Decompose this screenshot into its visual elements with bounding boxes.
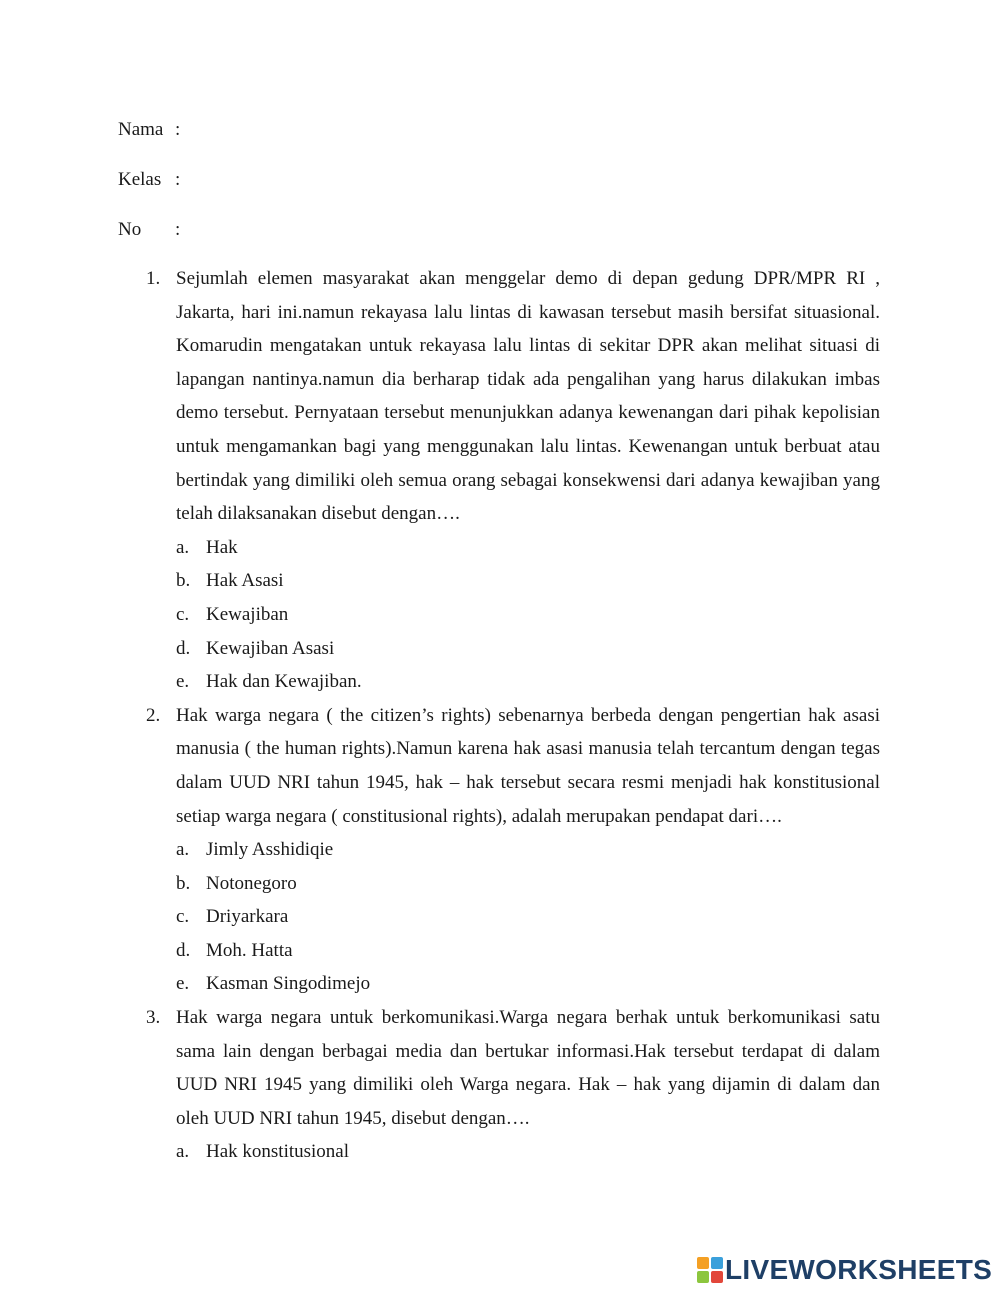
option-letter: a. (176, 839, 190, 861)
class-colon: : (175, 169, 181, 190)
option-letter: d. (176, 637, 191, 659)
logo-text: LIVEWORKSHEETS (725, 1254, 993, 1285)
option-letter: e. (176, 973, 190, 995)
option-text: Kewajiban Asasi (206, 637, 335, 659)
number-field (118, 218, 180, 242)
answer-options (176, 531, 880, 699)
number-label: No (118, 219, 142, 240)
question-list (0, 262, 1000, 1169)
answer-option[interactable] (176, 900, 880, 934)
class-label: Kelas (118, 169, 162, 190)
option-letter: d. (176, 939, 191, 961)
answer-option[interactable] (176, 632, 880, 666)
answer-option[interactable] (176, 531, 880, 565)
class-field (118, 168, 180, 192)
question-number: 3. (146, 1007, 161, 1029)
option-letter: b. (176, 872, 191, 894)
name-label: Nama (118, 119, 164, 140)
option-letter: c. (176, 906, 190, 928)
option-letter: a. (176, 1141, 190, 1163)
answer-option[interactable] (176, 867, 880, 901)
question-text: Sejumlah elemen masyarakat akan menggelar demo di depan gedung DPR/MPR RI , Jakarta, hari ini.namun rekayasa lalu lintas di kawasan tersebut masih bersifat situasional. Komarudin mengatakan untuk rekayasa lalu lintas di sekitar DPR akan melihat situasi di lapangan nantinya.namun dia berharap tidak ada pengalihan yang harus dilakukan imbas demo tersebut. Pernyataan tersebut menunjukkan adanya kewenangan dari pihak kepolisian untuk mengamankan bagi yang menggunakan lalu lintas. Kewenangan untuk berbuat atau bertindak yang dimiliki oleh semua orang sebagai konsekwensi dari adanya kewajiban yang telah dilaksanakan disebut dengan…. (176, 268, 880, 525)
answer-option[interactable] (176, 833, 880, 867)
question-number: 1. (146, 268, 161, 289)
option-letter: a. (176, 536, 190, 558)
question-1 (146, 262, 880, 699)
answer-option[interactable] (176, 665, 880, 699)
option-text: Hak konstitusional (206, 1141, 350, 1163)
liveworksheets-logo (697, 1254, 992, 1286)
option-text: Driyarkara (206, 906, 289, 928)
option-text: Jimly Asshidiqie (206, 839, 334, 861)
name-colon: : (175, 119, 181, 140)
answer-option[interactable] (176, 967, 880, 1001)
question-text: Hak warga negara untuk berkomunikasi.Warga negara berhak untuk berkomunikasi satu sama lain dengan berbagai media dan bertukar informasi.Hak tersebut terdapat di dalam UUD NRI 1945 yang dimiliki oleh Warga negara. Hak – hak yang dijamin di dalam dan oleh UUD NRI tahun 1945, disebut dengan…. (176, 1007, 880, 1129)
option-text: Moh. Hatta (206, 939, 293, 961)
answer-options (176, 1135, 880, 1169)
option-text: Kasman Singodimejo (206, 973, 371, 995)
answer-option[interactable] (176, 598, 880, 632)
option-letter: e. (176, 671, 190, 693)
question-number: 2. (146, 704, 161, 726)
option-text: Notonegoro (206, 872, 297, 894)
option-letter: b. (176, 570, 191, 592)
answer-option[interactable] (176, 934, 880, 968)
option-text: Hak (206, 536, 238, 558)
question-3 (146, 1001, 880, 1169)
question-text: Hak warga negara ( the citizen’s rights) sebenarnya berbeda dengan pengertian hak asasi manusia ( the human rights).Namun karena hak asasi manusia telah tercantum dengan tegas dalam UUD NRI tahun 1945, hak – hak tersebut secara resmi menjadi hak konstitusional setiap warga negara ( constitusional rights), adalah merupakan pendapat dari…. (176, 704, 880, 827)
answer-option[interactable] (176, 1135, 880, 1169)
option-text: Hak Asasi (206, 570, 284, 592)
question-2 (146, 699, 880, 1001)
option-text: Kewajiban (206, 603, 289, 625)
option-text: Hak dan Kewajiban. (206, 671, 362, 693)
answer-options (176, 833, 880, 1001)
answer-option[interactable] (176, 564, 880, 598)
name-field (118, 118, 180, 142)
liveworksheets-logo-icon (697, 1257, 723, 1283)
number-colon: : (175, 219, 181, 240)
option-letter: c. (176, 603, 190, 625)
